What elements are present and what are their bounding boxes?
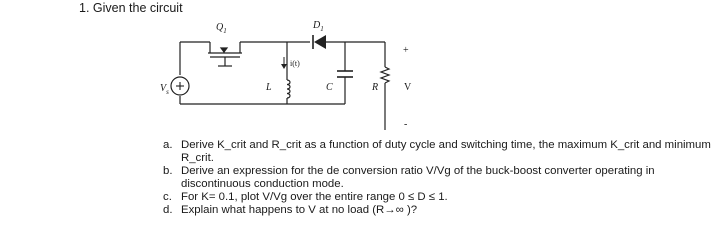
question-text: Derive K_crit and R_crit as a function of duty cycle and switching time, the maximum K_crit and minimum R_crit. <box>181 139 711 164</box>
question-text: Derive an expression for the de conversion ratio V/Vg of the buck-boost converter operating in discontinuous conduction mode. <box>181 165 655 190</box>
current-label: i(t) <box>290 59 300 68</box>
question-text: Explain what happens to V at no load (R→∞ )? <box>181 204 418 216</box>
switch-label: $Q_1$ <box>216 22 227 35</box>
question-letter: d. <box>163 204 173 216</box>
resistor <box>381 67 389 83</box>
mosfet-switch <box>208 42 242 66</box>
output-minus-label: - <box>404 119 408 130</box>
problem-title: Given the circuit <box>92 1 183 15</box>
circuit-wires <box>180 42 385 130</box>
resistor-label: R <box>372 82 379 93</box>
inductor-coil <box>287 80 290 98</box>
output-plus-label: + <box>403 45 409 56</box>
capacitor <box>337 71 353 77</box>
source-label: $V_s$ <box>160 83 169 96</box>
voltage-source <box>171 77 189 95</box>
current-arrowhead <box>281 64 287 69</box>
inductor-label: L <box>266 82 272 93</box>
question-letter: b. <box>163 165 173 177</box>
question-letter: a. <box>163 139 173 151</box>
problem-number: 1. <box>79 1 90 15</box>
diode <box>313 35 326 49</box>
diode-label: $D_1$ <box>313 20 324 33</box>
buck-boost-circuit <box>0 0 460 140</box>
question-text: For K= 0.1, plot V/Vg over the entire range 0 ≤ D ≤ 1. <box>181 191 448 203</box>
question-letter: c. <box>163 191 172 203</box>
capacitor-label: C <box>326 82 333 93</box>
output-voltage-label: V <box>404 82 412 93</box>
